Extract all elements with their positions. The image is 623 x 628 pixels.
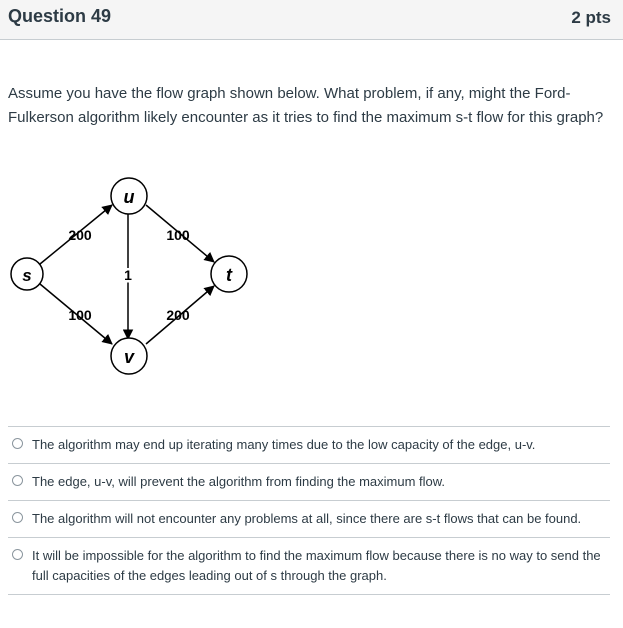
edge-label-u-t: 100: [166, 227, 190, 243]
question-title: Question 49: [8, 6, 112, 26]
node-u-label: u: [123, 187, 135, 207]
radio-button[interactable]: [12, 438, 23, 449]
answer-option-text: The algorithm may end up iterating many times due to the low capacity of the edge, u-v.: [32, 437, 536, 452]
radio-button[interactable]: [12, 512, 23, 523]
answer-option-3[interactable]: [8, 500, 610, 537]
answer-option-4[interactable]: [8, 537, 610, 595]
edge-label-s-u: 200: [68, 227, 92, 243]
node-t-label: t: [226, 265, 232, 285]
answer-option-text: The edge, u-v, will prevent the algorithm from finding the maximum flow.: [32, 474, 446, 489]
question-header: [0, 0, 623, 40]
answer-option-1[interactable]: [8, 426, 610, 463]
answer-list: [8, 426, 610, 595]
node-s-label: s: [22, 266, 32, 285]
question-prompt: Assume you have the flow graph shown below. What problem, if any, might the Ford-Fulkerson algorithm likely encounter as it tries to find the maximum s-t flow for this graph?: [8, 85, 604, 126]
answer-option-text: It will be impossible for the algorithm to find the maximum flow because there is no way to send the full capacities of the edges leading out of s through the graph.: [32, 548, 601, 583]
edge-label-u-v: 1: [124, 267, 132, 283]
question-points: 2 pts: [571, 8, 611, 27]
radio-button[interactable]: [12, 475, 23, 486]
answer-option-2[interactable]: [8, 463, 610, 500]
edge-label-v-t: 200: [166, 307, 190, 323]
radio-button[interactable]: [12, 549, 23, 560]
flow-graph: [0, 172, 623, 382]
node-v-label: v: [123, 347, 135, 367]
edge-label-s-v: 100: [68, 307, 92, 323]
answer-option-text: The algorithm will not encounter any problems at all, since there are s-t flows that can be found.: [32, 511, 582, 526]
